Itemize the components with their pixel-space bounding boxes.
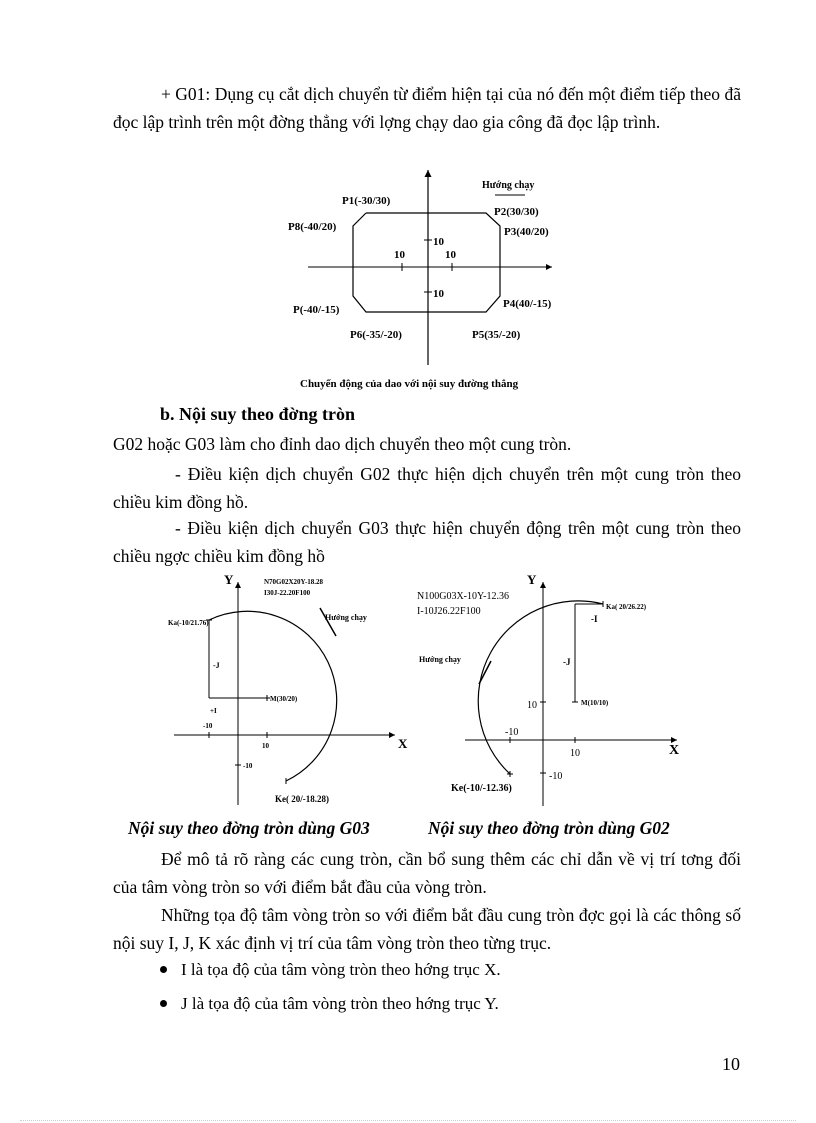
fig3-program: N100G03X-10Y-12.36 — [417, 591, 509, 602]
figure-circular-g03 — [160, 570, 415, 810]
paragraph-cond-g02: - Điều kiện dịch chuyển G02 thực hiện dịch chuyển trên một cung tròn theo chiều kim đồng hồ. — [113, 464, 741, 512]
fig1-tick-y-pos: 10 — [433, 236, 444, 248]
fig3-x-neg: -10 — [505, 727, 519, 738]
fig1-tool-path — [353, 213, 500, 312]
fig2-x-label: X — [398, 736, 408, 751]
fig2-x-neg: -10 — [203, 722, 213, 730]
fig2-program2: I30J-22.20F100 — [264, 589, 311, 597]
fig3-j-label: -J — [563, 657, 571, 667]
fig1-tick-x-pos: 10 — [445, 249, 456, 261]
fig1-label-p2: P2(30/30) — [494, 206, 539, 218]
fig2-program: N70G02X20Y-18.28 — [264, 578, 324, 586]
footer-divider — [20, 1120, 796, 1121]
paragraph-coords: Những tọa độ tâm vòng tròn so với điểm bắt đầu cung tròn đợc gọi là các thông số nội suy I, J, K xác định vị trí của tâm vòng tròn theo từng trục. — [113, 905, 741, 953]
fig3-center-label: M(10/10) — [581, 699, 609, 707]
fig1-caption: Chuyển động của dao với nội suy đường thẳng — [300, 378, 519, 390]
fig2-direction-label: Hướng chạy — [325, 613, 367, 622]
fig3-x-label: X — [669, 743, 680, 758]
section-heading-b: b. Nội suy theo đờng tròn — [160, 404, 356, 424]
bullet-dot-icon — [160, 1000, 167, 1007]
fig2-center-label: M(30/20) — [270, 695, 298, 703]
fig1-label-p5: P5(35/-20) — [472, 329, 521, 341]
bullet-item-i: I là tọa độ của tâm vòng tròn theo hớng trục X. — [160, 960, 501, 980]
fig3-y-pos: 10 — [527, 700, 537, 711]
paragraph-describe: Để mô tả rõ ràng các cung tròn, cần bổ sung thêm các chỉ dẫn về vị trí tơng đối của tâm vòng tròn so với điểm bắt đầu của vòng tròn. — [113, 849, 741, 897]
fig1-label-p4: P4(40/-15) — [503, 298, 552, 310]
fig1-label-p6: P6(-35/-20) — [350, 329, 402, 341]
fig3-arc — [478, 601, 603, 774]
fig2-i-label: +I — [210, 707, 217, 715]
fig1-tick-y-neg: 10 — [433, 288, 444, 300]
fig1-direction-label: Hướng chạy — [482, 180, 535, 191]
figure-circular-g02 — [415, 568, 705, 813]
paragraph-g02-g03: G02 hoặc G03 làm cho đỉnh dao dịch chuyển theo một cung tròn. — [113, 434, 572, 454]
fig1-label-p3: P3(40/20) — [504, 226, 549, 238]
figure-linear-interpolation — [270, 160, 570, 400]
fig2-start-label: Ka(-10/21.76) — [168, 619, 209, 627]
fig3-end-label: Ke(-10/-12.36) — [451, 783, 512, 794]
fig2-caption: Nội suy theo đờng tròn dùng G03 — [128, 818, 370, 838]
fig2-j-label: -J — [213, 661, 220, 670]
fig3-y-neg: -10 — [549, 771, 563, 782]
fig1-tick-x-neg: 10 — [394, 249, 405, 261]
fig3-program2: I-10J26.22F100 — [417, 606, 481, 617]
fig3-x-pos: 10 — [570, 748, 580, 759]
bullet-item-j: J là tọa độ của tâm vòng tròn theo hớng trục Y. — [160, 994, 499, 1014]
fig3-i-label: -I — [591, 614, 598, 624]
fig1-label-p8: P8(-40/20) — [288, 221, 337, 233]
fig3-y-label: Y — [527, 572, 537, 587]
bullet-dot-icon — [160, 966, 167, 973]
fig2-end-label: Ke( 20/-18.28) — [275, 794, 329, 804]
fig3-direction-label: Hướng chạy — [419, 655, 461, 664]
paragraph-cond-g03: - Điều kiện dịch chuyển G03 thực hiện chuyển động trên một cung tròn theo chiều ngợc chiều kim đồng hồ — [113, 518, 741, 566]
fig1-label-p1: P1(-30/30) — [342, 195, 391, 207]
page-number: 10 — [722, 1054, 740, 1074]
fig1-label-p7: P(-40/-15) — [293, 304, 340, 316]
fig2-x-pos: 10 — [262, 742, 269, 750]
fig3-start-label: Ka( 20/26.22) — [606, 603, 647, 611]
fig2-y-label: Y — [224, 572, 234, 587]
fig2-y-neg: -10 — [243, 762, 253, 770]
fig3-caption: Nội suy theo đờng tròn dùng G02 — [428, 818, 670, 838]
paragraph-g01: + G01: Dụng cụ cắt dịch chuyển từ điểm hiện tại của nó đến một điểm tiếp theo đã đọc lập trình trên một đờng thẳng với lợng chạy dao gia công đã đọc lập trình. — [113, 84, 741, 132]
